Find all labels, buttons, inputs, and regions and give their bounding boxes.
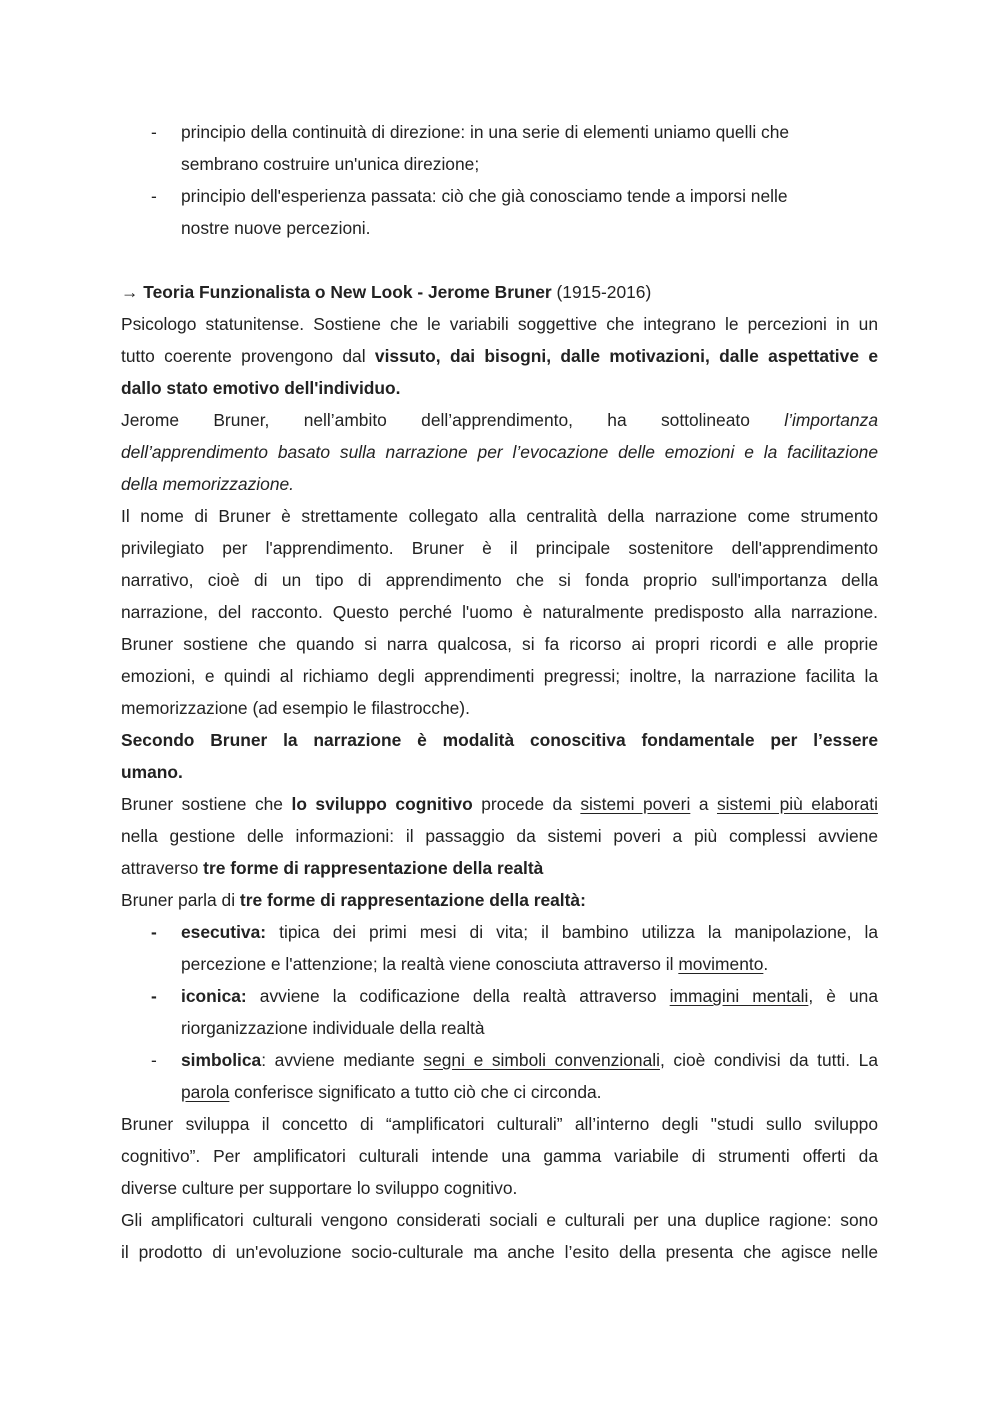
list-item: - esecutiva: tipica dei primi mesi di vita; il bambino utilizza la manipolazione, la percezione e l'attenzione; la realtà viene conosciuta attraverso il movimento. [0,916,1000,980]
gestalt-principles-list [0,116,1000,244]
list-item: - iconica: avviene la codificazione della realtà attraverso immagini mentali, è una riorganizzazione individuale della realtà [0,980,1000,1044]
list-dash: - [151,1050,157,1070]
heading-title: Teoria Funzionalista o New Look - Jerome Bruner [143,282,552,302]
list-dash: - [151,122,157,142]
paragraph: Bruner sostiene che lo sviluppo cognitivo procede da sistemi poveri a sistemi più elaborati nella gestione delle informazioni: il passaggio da sistemi poveri a più complessi avviene attraverso tre forme di rappresentazione della realtà [121,794,878,878]
paragraph: Psicologo statunitense. Sostiene che le variabili soggettive che integrano le percezioni in un tutto coerente provengono dal vissuto, dai bisogni, dalle motivazioni, dalle aspettative e dallo stato emotivo dell'individuo. [121,314,878,398]
list-item-line: principio dell'esperienza passata: ciò che già conosciamo tende a imporsi nelle [181,186,788,206]
arrow-icon: → [121,282,139,302]
paragraph: Jerome Bruner, nell’ambito dell’apprendimento, ha sottolineato l’importanza dell’apprendimento basato sulla narrazione per l’evocazione delle emozioni e la facilitazione della memorizzazione. [121,410,878,494]
list-dash: - [151,186,157,206]
paragraph: Gli amplificatori culturali vengono considerati sociali e culturali per una duplice ragione: sono il prodotto di un'evoluzione socio-culturale ma anche l’esito della presenta che agisce nelle [121,1210,878,1262]
paragraph: Bruner parla di tre forme di rappresentazione della realtà: [121,890,586,910]
representation-forms-list [0,916,1000,1108]
heading-dates: (1915-2016) [556,282,652,302]
list-item: - simbolica: avviene mediante segni e simboli convenzionali, cioè condivisi da tutti. La parola conferisce significato a tutto ciò che ci circonda. [0,1044,1000,1108]
list-item-line: sembrano costruire un'unica direzione; [181,154,480,174]
list-item [0,116,1000,180]
list-item [0,180,1000,244]
list-dash: - [151,986,157,1006]
paragraph: Secondo Bruner la narrazione è modalità conoscitiva fondamentale per l’essere umano. [121,730,878,782]
list-item-line: principio della continuità di direzione: in una serie di elementi uniamo quelli che [181,122,790,142]
list-item-line: nostre nuove percezioni. [181,218,371,238]
list-dash: - [151,922,157,942]
paragraph: Il nome di Bruner è strettamente collegato alla centralità della narrazione come strumento privilegiato per l'apprendimento. Bruner è il principale sostenitore dell'apprendimento narrativo, cioè di un tipo di apprendimento che si fonda proprio sull'importanza della narrazione, del racconto. Questo perché l'uomo è naturalmente predisposto alla narrazione. Bruner sostiene che quando si narra qualcosa, si fa ricorso ai propri ricordi e alle proprie emozioni, e quindi al richiamo degli apprendimenti pregressi; inoltre, la narrazione facilita la memorizzazione (ad esempio le filastrocche). [121,506,878,718]
paragraph: Bruner sviluppa il concetto di “amplificatori culturali” all’interno degli "studi sullo sviluppo cognitivo”. Per amplificatori culturali intende una gamma variabile di strumenti offerti da diverse culture per supportare lo sviluppo cognitivo. [121,1114,878,1198]
section-heading [121,276,878,308]
